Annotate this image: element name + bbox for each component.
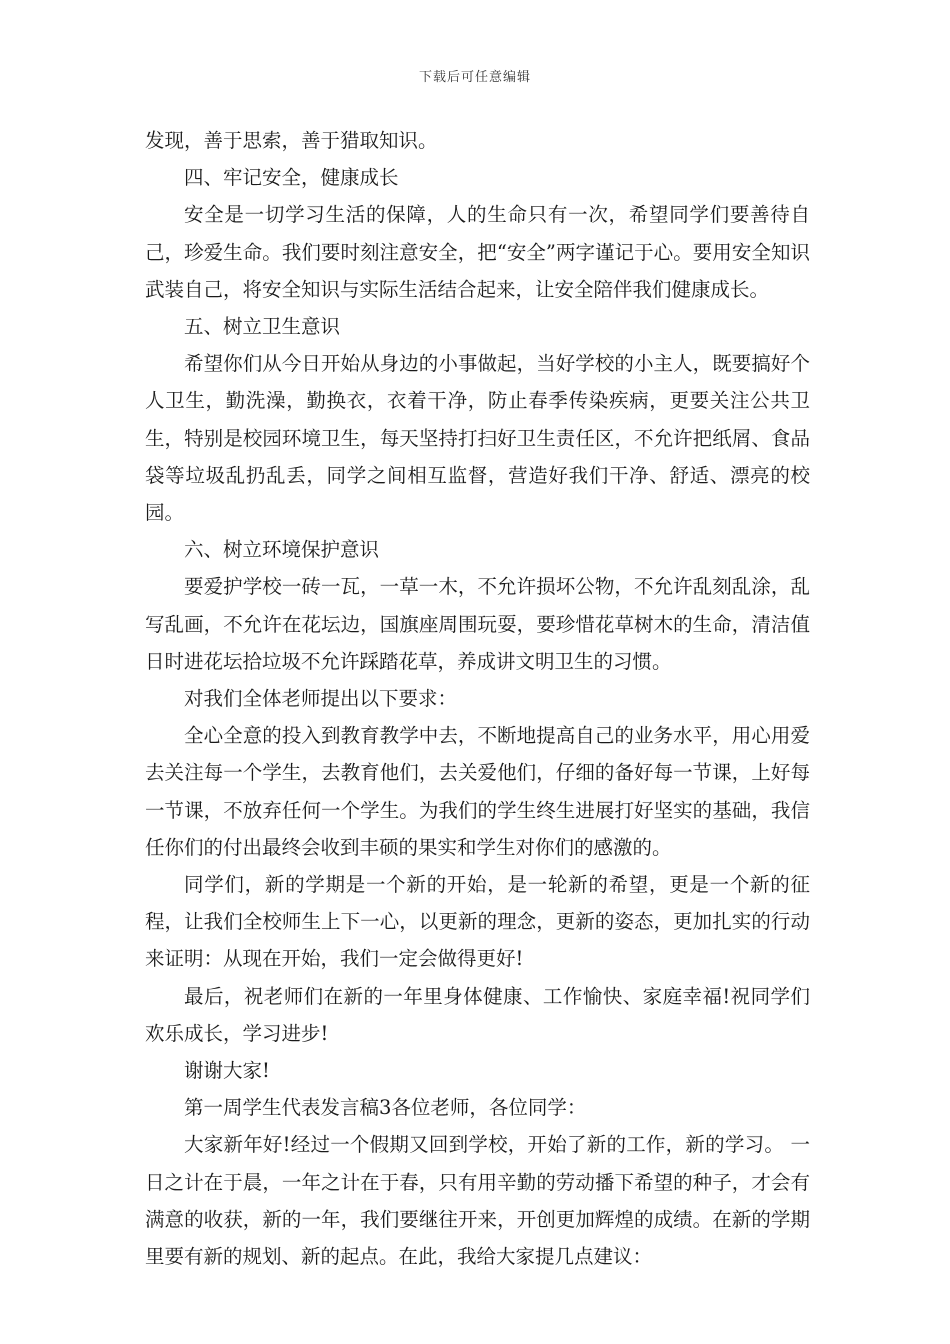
section-heading: 六、树立环境保护意识 (184, 538, 380, 562)
paragraph: 要爱护学校一砖一瓦，一草一木，不允许损坏公物，不允许乱刻乱涂，乱写乱画，不允许在花坛边，国旗座周围玩耍，要珍惜花草树木的生命，清洁值日时进花坛拾垃圾不允许踩踏花草，养成讲文明卫生的习惯。 (145, 575, 810, 673)
paragraph: 谢谢大家! (184, 1059, 270, 1083)
paragraph: 第一周学生代表发言稿3各位老师，各位同学： (184, 1096, 587, 1120)
paragraph: 大家新年好!经过一个假期又回到学校，开始了新的工作，新的学习。 一日之计在于晨，一年之计在于春，只有用辛勤的劳动播下希望的种子，才会有满意的收获，新的一年，我们要继往开来，开创更加辉煌的成绩。在新的学期里要有新的规划、新的起点。在此，我给大家提几点建议： (145, 1133, 810, 1269)
document-body (145, 122, 810, 1275)
section-heading: 五、树立卫生意识 (184, 315, 341, 339)
paragraph: 最后，祝老师们在新的一年里身体健康、工作愉快、家庭幸福!祝同学们欢乐成长，学习进步! (145, 984, 810, 1045)
section-heading: 四、牢记安全，健康成长 (184, 166, 399, 190)
paragraph: 发现，善于思索，善于猎取知识。 (145, 129, 438, 152)
paragraph: 安全是一切学习生活的保障，人的生命只有一次，希望同学们要善待自己，珍爱生命。我们要时刻注意安全，把“安全”两字谨记于心。要用安全知识武装自己，将安全知识与实际生活结合起来，让安全陪伴我们健康成长。 (145, 203, 810, 301)
paragraph: 对我们全体老师提出以下要求： (184, 687, 458, 711)
paragraph: 希望你们从今日开始从身边的小事做起，当好学校的小主人，既要搞好个人卫生，勤洗澡，勤换衣，衣着干净，防止春季传染疾病，更要关注公共卫生，特别是校园环境卫生，每天坚持打扫好卫生责任区，不允许把纸屑、食品袋等垃圾乱扔乱丢，同学之间相互监督，营造好我们干净、舒适、漂亮的校园。 (145, 352, 810, 525)
paragraph: 全心全意的投入到教育教学中去，不断地提高自己的业务水平，用心用爱去关注每一个学生，去教育他们，去关爱他们，仔细的备好每一节课，上好每一节课，不放弃任何一个学生。为我们的学生终生进展打好坚实的基础，我信任你们的付出最终会收到丰硕的果实和学生对你们的感激的。 (145, 724, 810, 859)
page-header-note: 下载后可任意编辑 (418, 70, 531, 85)
paragraph: 同学们，新的学期是一个新的开始，是一轮新的希望，更是一个新的征程，让我们全校师生上下一心，以更新的理念，更新的姿态，更加扎实的行动来证明：从现在开始，我们一定会做得更好! (145, 873, 810, 971)
